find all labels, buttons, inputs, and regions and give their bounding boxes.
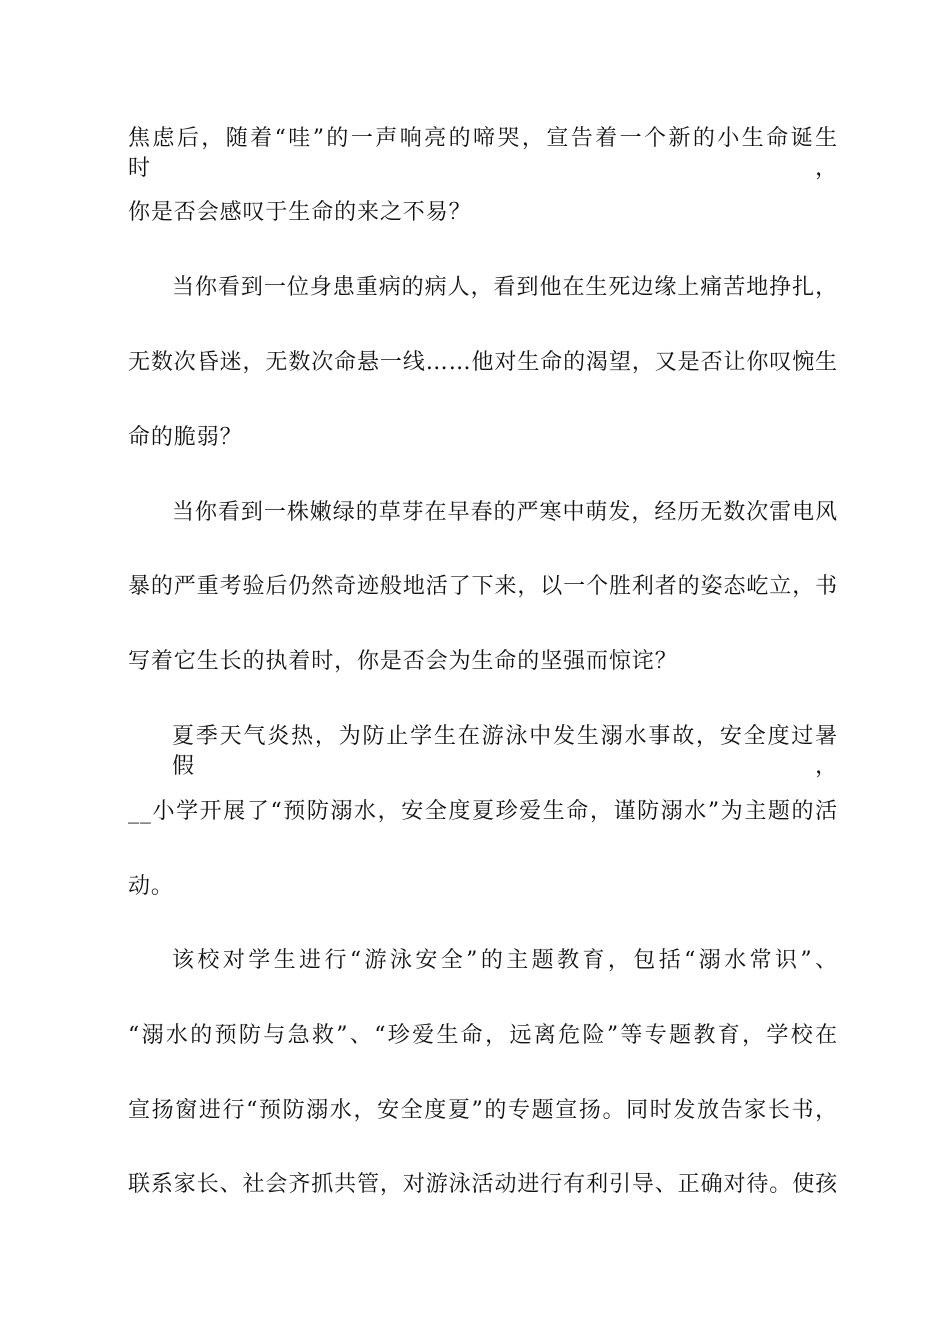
paragraph-5-line-3: 宣扬窗进行“预防溺水，安全度夏”的专题宣扬。同时发放告家长书， [128,1098,838,1123]
paragraph-5-line-4: 联系家长、社会齐抓共管，对游泳活动进行有利引导、正确对待。使孩 [128,1172,838,1197]
paragraph-1-line-2: 你是否会感叹于生命的来之不易？ [128,200,472,225]
paragraph-3-line-2: 暴的严重考验后仍然奇迹般地活了下来，以一个胜利者的姿态屹立，书 [128,574,838,599]
paragraph-3-line-1: 当你看到一株嫩绿的草芽在早春的严寒中萌发，经历无数次雷电风 [172,500,838,525]
paragraph-4-line-2: __小学开展了“预防溺水，安全度夏珍爱生命，谨防溺水”为主题的活 [128,799,838,824]
paragraph-2-line-3: 命的脆弱？ [128,425,243,450]
paragraph-5-line-2: “溺水的预防与急救”、“珍爱生命，远离危险”等专题教育，学校在 [128,1023,838,1048]
paragraph-4-line-1: 夏季天气炎热，为防止学生在游泳中发生溺水事故，安全度过暑假， [172,724,838,779]
paragraph-5-line-1: 该校对学生进行“游泳安全”的主题教育，包括“溺水常识”、 [172,948,838,973]
paragraph-2-line-1: 当你看到一位身患重病的病人，看到他在生死边缘上痛苦地挣扎， [172,275,838,300]
paragraph-1-line-1: 焦虑后，随着“哇”的一声响亮的啼哭，宣告着一个新的小生命诞生时， [128,126,838,181]
paragraph-3-line-3: 写着它生长的执着时，你是否会为生命的坚强而惊诧？ [128,649,678,674]
paragraph-2-line-2: 无数次昏迷，无数次命悬一线……他对生命的渴望，又是否让你叹惋生 [128,350,838,375]
paragraph-4-line-3: 动。 [128,874,174,899]
